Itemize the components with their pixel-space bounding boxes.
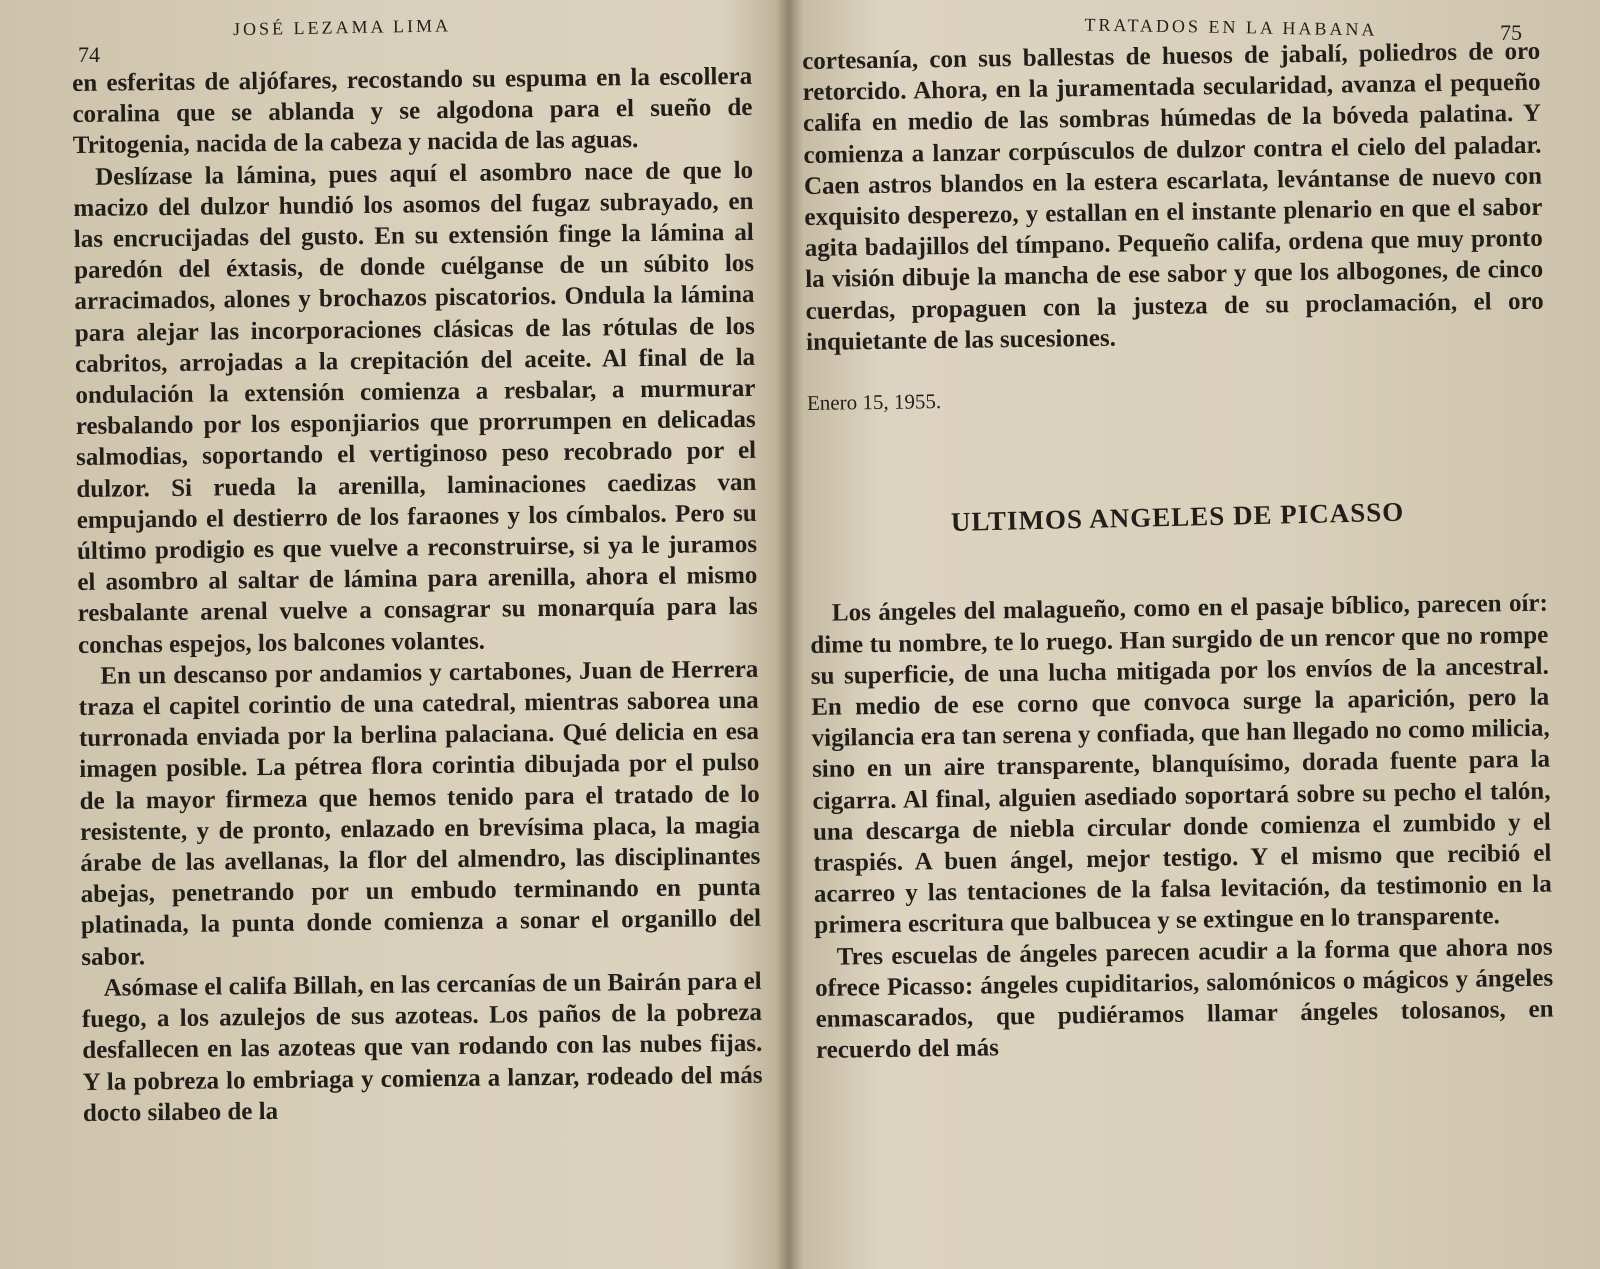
- running-head-author: JOSÉ LEZAMA LIMA: [232, 15, 452, 40]
- right-page-text: [802, 36, 1554, 1067]
- paragraph: En un descanso por andamios y cartabones, Juan de Herrera traza el capitel corintio de una catedral, mientras saborea una turronada enviada por la berlina palaciana. Qué delicia en esa imagen posible. La pétrea flora corintia dibujada por el pulso de la mayor firmeza que hemos tenido para el tratado de lo resistente, y de pronto, enlazado en brevísima placa, la magia árabe de las avellanas, la flor del almendro, las disciplinantes abejas, penetrando por un embudo terminando en punta platinada, la punta donde comienza a sonar el organillo del sabor.: [78, 655, 762, 971]
- paragraph: cortesanía, con sus ballestas de huesos de jabalí, poliedros de oro retorcido. Ahora, en la juramentada secularidad, avanza el pequeño califa en medio de las sombras húmedas de la bóveda palatina. Y comienza a lanzar corpúsculos de dulzor contra el cielo del paladar. Caen astros blandos en la estera escarlata, levántanse de nuevo con exquisito desperezo, y estallan en el instante plenario en que el sabor agita badajillos del tímpano. Pequeño califa, ordena que muy pronto la visión dibuje la mancha de ese sabor y que los albogones, de cinco cuerdas, propaguen con la justeza de su proclamación, el oro inquietante de las sucesiones.: [802, 37, 1544, 356]
- page-number-right: 75: [1500, 20, 1522, 45]
- left-page: [0, 0, 780, 1269]
- paragraph: Tres escuelas de ángeles parecen acudir a la forma que ahora nos ofrece Picasso: ángeles cupiditarios, salomónicos o mágicos y ángeles enmascarados, que pudiéramos llamar ángeles tolosanos, en recuerdo del más: [814, 933, 1554, 1065]
- paragraph: Deslízase la lámina, pues aquí el asombro nace de que lo macizo del dulzor hundió los asomos del fugaz subrayado, en las encrucijadas del gusto. En su extensión finge la lámina al paredón del éxtasis, de donde cuélganse de un súbito los arracimados, alones y brochazos piscatorios. Ondula la lámina para alejar las incorporaciones clásicas de las rótulas de los cabritos, arrojadas a la crepitación del aceite. Al final de la ondulación la extensión comienza a resbalar, a murmurar resbalando por los esponjiarios que prorrumpen en delicadas salmodias, soportando el vertiginoso peso recobrado por el dulzor. Si rueda la arenilla, laminaciones caedizas van empujando el destierro de los faraones y los címbalos. Pero su último prodigio es que vuelve a reconstruirse, si ya le juramos el asombro al saltar de lámina para arenilla, ahora el mismo resbalante arenal vuelve a consagrar su monarquía para las conchas espejos, los balcones volantes.: [73, 156, 758, 659]
- page-number-left: 74: [78, 42, 100, 67]
- right-page: [790, 0, 1600, 1269]
- running-head-book-title: TRATADOS EN LA HABANA: [1084, 14, 1378, 40]
- dateline: Enero 15, 1955.: [806, 389, 942, 415]
- paragraph: en esferitas de aljófares, recostando su espuma en la escollera coralina que se ablanda y se algodona para el sueño de Tritogenia, nacida de la cabeza y nacida de las aguas.: [72, 62, 753, 160]
- section-title: ULTIMOS ANGELES DE PICASSO: [950, 496, 1405, 538]
- paragraph: Los ángeles del malagueño, como en el pasaje bíblico, parecen oír: dime tu nombre, te lo ruego. Han surgido de un rencor que no rompe su superficie, de una lucha mitigada por los envíos de la ancestral. En medio de ese corno que convoca surge la aparición, pero la vigilancia era tan serena y confiada, que han llegado no como milicia, sino en un aire transparente, blanquísimo, dorada fuente para la cigarra. Al final, alguien asediado soportará sobre su pecho el talón, una descarga de niebla circular donde comienza el zumbido y el traspiés. A buen ángel, mejor testigo. Y el mismo que recibió el acarreo y las tentaciones de la falsa levitación, da testimonio en la primera escritura que balbucea y se extingue en lo transparente.: [810, 590, 1552, 940]
- left-page-text: [72, 61, 763, 1129]
- paragraph: Asómase el califa Billah, en las cercanías de un Bairán para el fuego, a los azulejos de sus azoteas. Los paños de la pobreza desfallecen en las azoteas que van rodando con las nubes fijas. Y la pobreza lo embriaga y comienza a lanzar, rodeado del más docto silabeo de la: [81, 967, 763, 1127]
